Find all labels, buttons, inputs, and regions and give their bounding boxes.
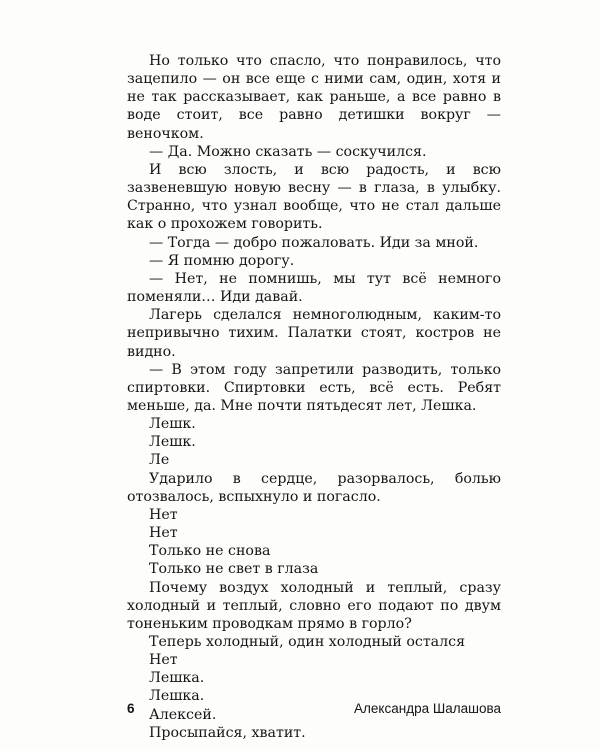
- paragraph: Лешка.: [149, 670, 205, 687]
- paragraph: Просыпайся, хватит.: [149, 724, 306, 741]
- paragraph: Лешк.: [149, 434, 196, 451]
- paragraph: Нет: [149, 506, 178, 523]
- paragraph: — Я помню дорогу.: [149, 252, 295, 269]
- paragraph: Почему воздух холодный и теплый, сразу холодный и теплый, словно его подают по двум тоненьким проводкам прямо в горло?: [127, 579, 501, 632]
- paragraph: Ле: [149, 452, 170, 469]
- paragraph: Нет: [149, 652, 178, 669]
- paragraph: Только не снова: [149, 543, 271, 560]
- paragraph: — Нет, не помнишь, мы тут всё немного поменяли… Иди давай.: [127, 270, 501, 306]
- paragraph: Нет: [149, 525, 178, 542]
- paragraph: Лагерь сделался немноголюдным, каким-то непривычно тихим. Палатки стоят, костров не видно.: [127, 307, 501, 360]
- paragraph: Только не свет в глаза: [149, 561, 319, 578]
- paragraph: — Да. Можно сказать — соскучился.: [149, 143, 427, 160]
- paragraph: Но только что спасло, что понравилось, что зацепило — он все еще с ними сам, один, хотя и не так рассказывает, как раньше, а все равно в воде стоит, все равно детишки вокруг — веночком.: [127, 53, 501, 142]
- paragraph: — Тогда — добро пожаловать. Иди за мной.: [149, 234, 479, 251]
- page-number: 6: [127, 701, 135, 716]
- paragraph: Алексей.: [149, 706, 217, 723]
- paragraph: Лешка.: [149, 688, 205, 705]
- paragraph: И всю злость, и всю радость, и всю зазвеневшую новую весну — в глаза, в улыбку. Странно, что узнал вообще, что не стал дальше как о прохожем говорить.: [127, 161, 501, 233]
- running-footer-author: Александра Шалашова: [354, 701, 501, 716]
- paragraph: Лешк.: [149, 416, 196, 433]
- paragraph: Теперь холодный, один холодный остался: [149, 634, 466, 650]
- paragraph: — В этом году запретили разводить, только спиртовки. Спиртовки есть, всё есть. Ребят меньше, да. Мне почти пятьдесят лет, Лешка.: [127, 361, 501, 414]
- body-text: [127, 52, 501, 742]
- paragraph: Ударило в сердце, разорвалось, болью отозвалось, вспыхнуло и погасло.: [127, 470, 501, 505]
